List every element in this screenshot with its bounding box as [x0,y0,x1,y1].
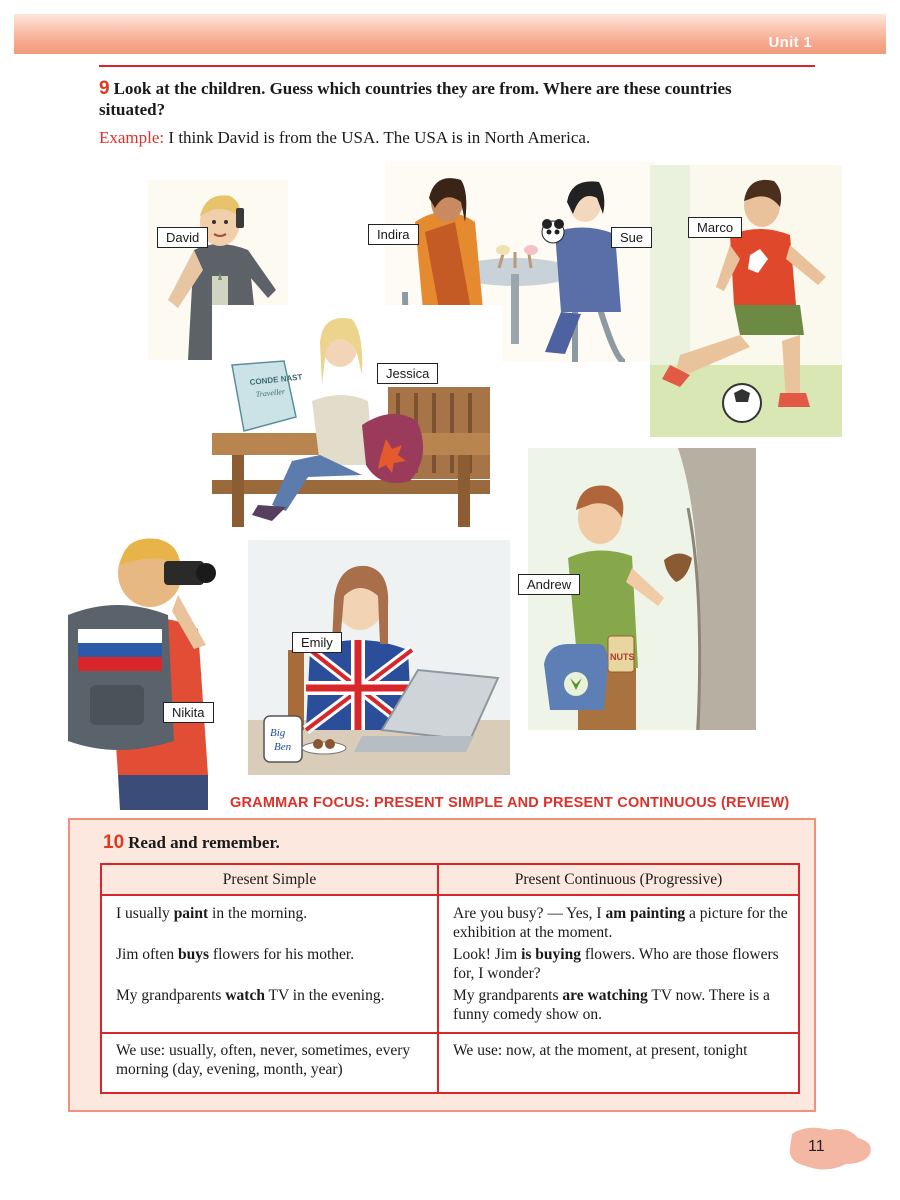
grammar-focus-heading: GRAMMAR FOCUS: PRESENT SIMPLE AND PRESENT CONTINUOUS (REVIEW) [230,795,790,811]
name-tag-sue: Sue [611,227,652,248]
continuous-example-2: Look! Jim is buying flowers. Who are those flowers for, I wonder? [453,946,779,982]
example-text: I think David is from the USA. The USA is in North America. [164,128,591,147]
exercise-9-number: 9 [99,78,110,99]
continuous-example-1: Are you busy? — Yes, I am painting a picture for the exhibition at the moment. [453,905,788,941]
magazine-title-1: CONDE NAST [249,372,303,387]
col-header-present-continuous: Present Continuous (Progressive) [438,864,799,895]
name-tag-marco: Marco [688,217,742,238]
continuous-example-3: My grandparents are watching TV now. There is a funny comedy show on. [453,987,770,1023]
simple-example-3: My grandparents watch TV in the evening. [116,987,385,1004]
mug-text-2: Ben [274,741,292,753]
present-continuous-usage: We use: now, at the moment, at present, tonight [438,1033,799,1093]
name-tag-nikita: Nikita [163,702,214,723]
exercise-9-instruction: Look at the children. Guess which countries they are from. Where are these countries situated? [99,79,732,119]
nuts-bag-text: NUTS [610,652,635,662]
grammar-table [100,863,800,1094]
name-tag-andrew: Andrew [518,574,580,595]
example-line [99,128,590,148]
name-tag-emily: Emily [292,632,342,653]
name-tag-indira: Indira [368,224,419,245]
exercise-10-title [103,832,280,854]
col-header-present-simple: Present Simple [101,864,438,895]
simple-example-2: Jim often buys flowers for his mother. [116,946,355,963]
present-simple-usage: We use: usually, often, never, sometimes, every morning (day, evening, month, year) [101,1033,438,1093]
exercise-10-number: 10 [103,832,125,853]
emily-illustration [248,540,510,775]
present-simple-examples [101,895,438,1033]
page-number: 11 [808,1138,825,1155]
magazine-title-2: Traveller [255,386,286,399]
jessica-illustration [212,305,502,550]
unit-label: Unit 1 [768,34,812,51]
header-band [14,14,886,54]
name-tag-david: David [157,227,208,248]
header-rule [99,65,815,67]
mug-text-1: Big [270,727,286,739]
page-number-blob [786,1124,876,1174]
simple-example-1: I usually paint in the morning. [116,905,308,922]
marco-illustration [650,165,842,437]
nikita-illustration [58,525,218,810]
name-tag-jessica: Jessica [377,363,438,384]
example-label: Example: [99,128,165,147]
exercise-10-instruction: Read and remember. [128,833,280,852]
exercise-9-title [99,78,799,120]
present-continuous-examples [438,895,799,1033]
